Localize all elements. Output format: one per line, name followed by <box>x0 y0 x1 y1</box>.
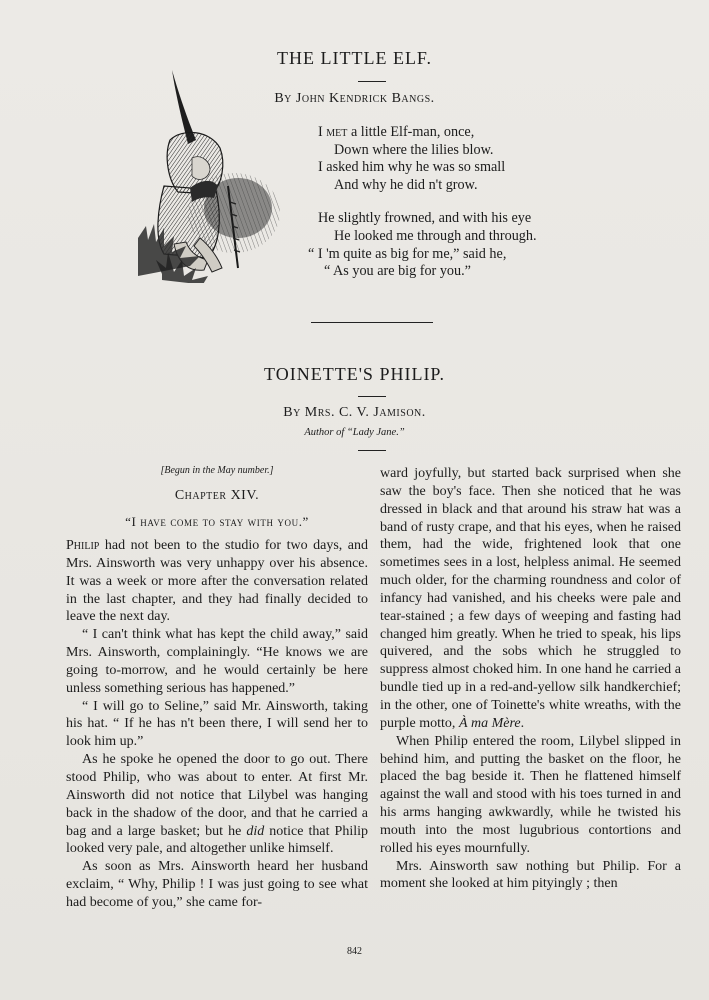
emphasis: did <box>246 823 265 839</box>
poem <box>308 124 618 297</box>
drop-word: Philip <box>66 538 100 553</box>
paragraph <box>66 751 368 858</box>
paragraph-text: notice that Philip looked very pale, and altogether unlike himself. <box>66 823 368 857</box>
poem-lead-word: I met <box>318 124 348 140</box>
poem-line: And why he did n't grow. <box>334 176 478 193</box>
paragraph-text: had not been to the studio for two days, and Mrs. Ainsworth was very unhappy over his absence. It was a week or more after the conversation related in the last chapter, and they had finally decided to leave the next day. <box>66 538 368 625</box>
right-column <box>380 465 681 893</box>
poem-line: He looked me through and through. <box>334 227 537 244</box>
poem-line: He slightly frowned, and with his eye <box>318 210 532 227</box>
emphasis: À ma Mère <box>458 715 521 731</box>
paragraph-text: As he spoke he opened the door to go out. There stood Philip, who was about to enter. At first Mr. Ainsworth did not notice that Lilybel was hanging back in the shadow of the door, and that he carried a bag and a large basket; but he <box>66 752 368 839</box>
poem-line: Down where the lilies blow. <box>334 141 494 158</box>
title-rule <box>358 81 386 82</box>
poem-title: THE LITTLE ELF. <box>276 48 433 68</box>
paragraph: “ I can't think what has kept the child away,” said Mrs. Ainsworth, complainingly. “He knows we are going to-morrow, and he would certainly be here unless something serious has happened.” <box>66 627 368 696</box>
poem-line-text: a little Elf-man, once, <box>347 124 475 140</box>
paragraph-text: . <box>520 715 525 731</box>
poem-stanza-1 <box>318 124 618 194</box>
page-number: 842 <box>347 946 362 957</box>
paragraph: As soon as Mrs. Ainsworth heard her husband exclaim, “ Why, Philip ! I was just going to see what had become of you,” she came for- <box>66 859 368 910</box>
author-note: Author of “Lady Jane.” <box>304 427 405 438</box>
poem-line: “ As you are big for you.” <box>324 263 471 280</box>
poem-line: “ I 'm quite as big for me,” said he, <box>308 245 507 262</box>
paragraph: When Philip entered the room, Lilybel slipped in behind him, and putting the basket on the floor, he placed the bag beside it. Then he flattened himself against the wall and stood with his toes turned in and his arms hanging awkwardly, while he twisted his mouth into the most lugubrious contortions and rolled his eyes mournfully. <box>380 733 681 856</box>
story-byline: By Mrs. C. V. Jamison. <box>283 405 426 420</box>
left-column <box>66 537 368 912</box>
paragraph <box>66 537 368 626</box>
poem-stanza-2 <box>308 210 618 280</box>
begun-note: [Begun in the May number.] <box>160 465 274 476</box>
header-rule <box>358 450 386 451</box>
poem-line: I asked him why he was so small <box>318 159 506 176</box>
poem-byline: By John Kendrick Bangs. <box>274 91 435 106</box>
story-title: TOINETTE'S PHILIP. <box>264 364 445 384</box>
poem-line <box>318 124 618 142</box>
title-rule <box>358 396 386 397</box>
paragraph: Mrs. Ainsworth saw nothing but Philip. For a moment she looked at him pityingly ; then <box>380 858 681 892</box>
paragraph: “ I will go to Seline,” said Mr. Ainsworth, taking his hat. “ If he has n't been there, I will send her to look him up.” <box>66 698 368 750</box>
paragraph-text: ward joyfully, but started back surprised when she saw the boy's face. Then she noticed that he was dressed in black and that around his straw hat was a band of rusty crape, and that his eyes, when he raised them, had the wide, frightened look that one sometimes sees in a lost, helpless animal. He seemed much older, for the charming roundness and color of infancy had vanished, and his cheeks were pale and tear-stained ; a few days of weeping and fasting had changed him greatly. When he tried to speak, his lips quivered, and the sobs which he struggled to suppress almost choked him. In one hand he carried a bundle tied up in a red-and-yellow silk handkerchief; in the other, one of Toinette's white wreaths, with the purple motto, <box>380 466 681 731</box>
chapter-heading: Chapter XIV. <box>174 488 260 503</box>
section-divider <box>311 322 433 323</box>
hooded-elf-illustration-icon <box>134 68 284 283</box>
chapter-title: “I have come to stay with you.” <box>125 514 309 529</box>
paragraph <box>380 465 681 733</box>
